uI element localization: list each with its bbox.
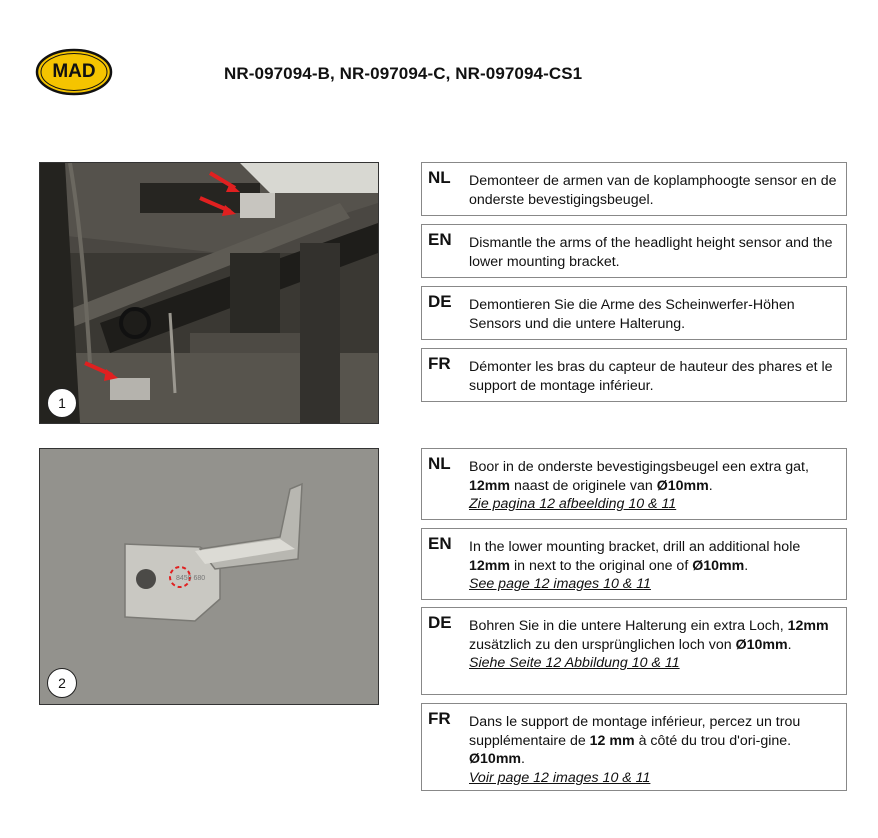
lang-code: FR — [428, 709, 451, 728]
instruction-text: Boor in de onderste bevestigingsbeugel een extra gat, 12mm naast de originele van Ø10mm. Zie pagina 12 afbeelding 10 & 11 — [469, 459, 809, 512]
instruction-text: Demontieren Sie die Arme des Scheinwerfer-Höhen Sensors und die untere Halterung. — [469, 297, 795, 332]
bracket-stamp-text: 8450 680 — [176, 575, 206, 582]
step-1-fr-box — [421, 348, 847, 402]
step-1-nl-box — [421, 162, 847, 216]
page-reference: Zie pagina 12 afbeelding 10 & 11 — [469, 496, 677, 512]
undercarriage-photo-illustration — [40, 163, 378, 423]
figure-1-photo — [39, 162, 379, 424]
lang-code: FR — [428, 354, 451, 373]
step-1-en-box — [421, 224, 847, 278]
lang-code: EN — [428, 230, 452, 249]
instruction-text: Demonteer de armen van de koplamphoogte sensor en de onderste bevestigingsbeugel. — [469, 173, 837, 208]
step-1-de-box — [421, 286, 847, 340]
figure-1-number: 1 — [47, 388, 77, 418]
lang-code: EN — [428, 534, 452, 553]
page-reference: Voir page 12 images 10 & 11 — [469, 769, 651, 786]
page-title: NR-097094-B, NR-097094-C, NR-097094-CS1 — [224, 64, 583, 83]
page-reference: Siehe Seite 12 Abbildung 10 & 11 — [469, 655, 680, 671]
bracket-photo-illustration — [40, 449, 378, 704]
instruction-text: In the lower mounting bracket, drill an additional hole 12mm in next to the original one of Ø10mm. See page 12 images 10 & 11 — [469, 539, 801, 592]
lang-code: NL — [428, 168, 451, 187]
step-2-fr-box — [421, 703, 847, 791]
page-reference: See page 12 images 10 & 11 — [469, 576, 651, 592]
instruction-text: Bohren Sie in die untere Halterung ein extra Loch, 12mm zusätzlich zu den ursprünglichen loch von Ø10mm. Siehe Seite 12 Abbildung 10 & 11 — [469, 618, 829, 671]
figure-2-photo — [39, 448, 379, 705]
step-2-en-box — [421, 528, 847, 600]
lang-code: NL — [428, 454, 451, 473]
logo-text: MAD — [52, 61, 96, 82]
mad-logo — [35, 48, 113, 96]
instruction-text: Démonter les bras du capteur de hauteur des phares et le support de montage inférieur. — [469, 359, 833, 394]
figure-2-number: 2 — [47, 668, 77, 698]
lang-code: DE — [428, 292, 452, 311]
instruction-text: Dans le support de montage inférieur, percez un trou supplémentaire de 12 mm à côté du trou d'ori-gine. Ø10mm. Voir page 12 images 10 & 11 — [469, 714, 801, 786]
instruction-text: Dismantle the arms of the headlight height sensor and the lower mounting bracket. — [469, 235, 833, 270]
step-2-de-box — [421, 607, 847, 695]
step-2-nl-box — [421, 448, 847, 520]
lang-code: DE — [428, 613, 452, 632]
